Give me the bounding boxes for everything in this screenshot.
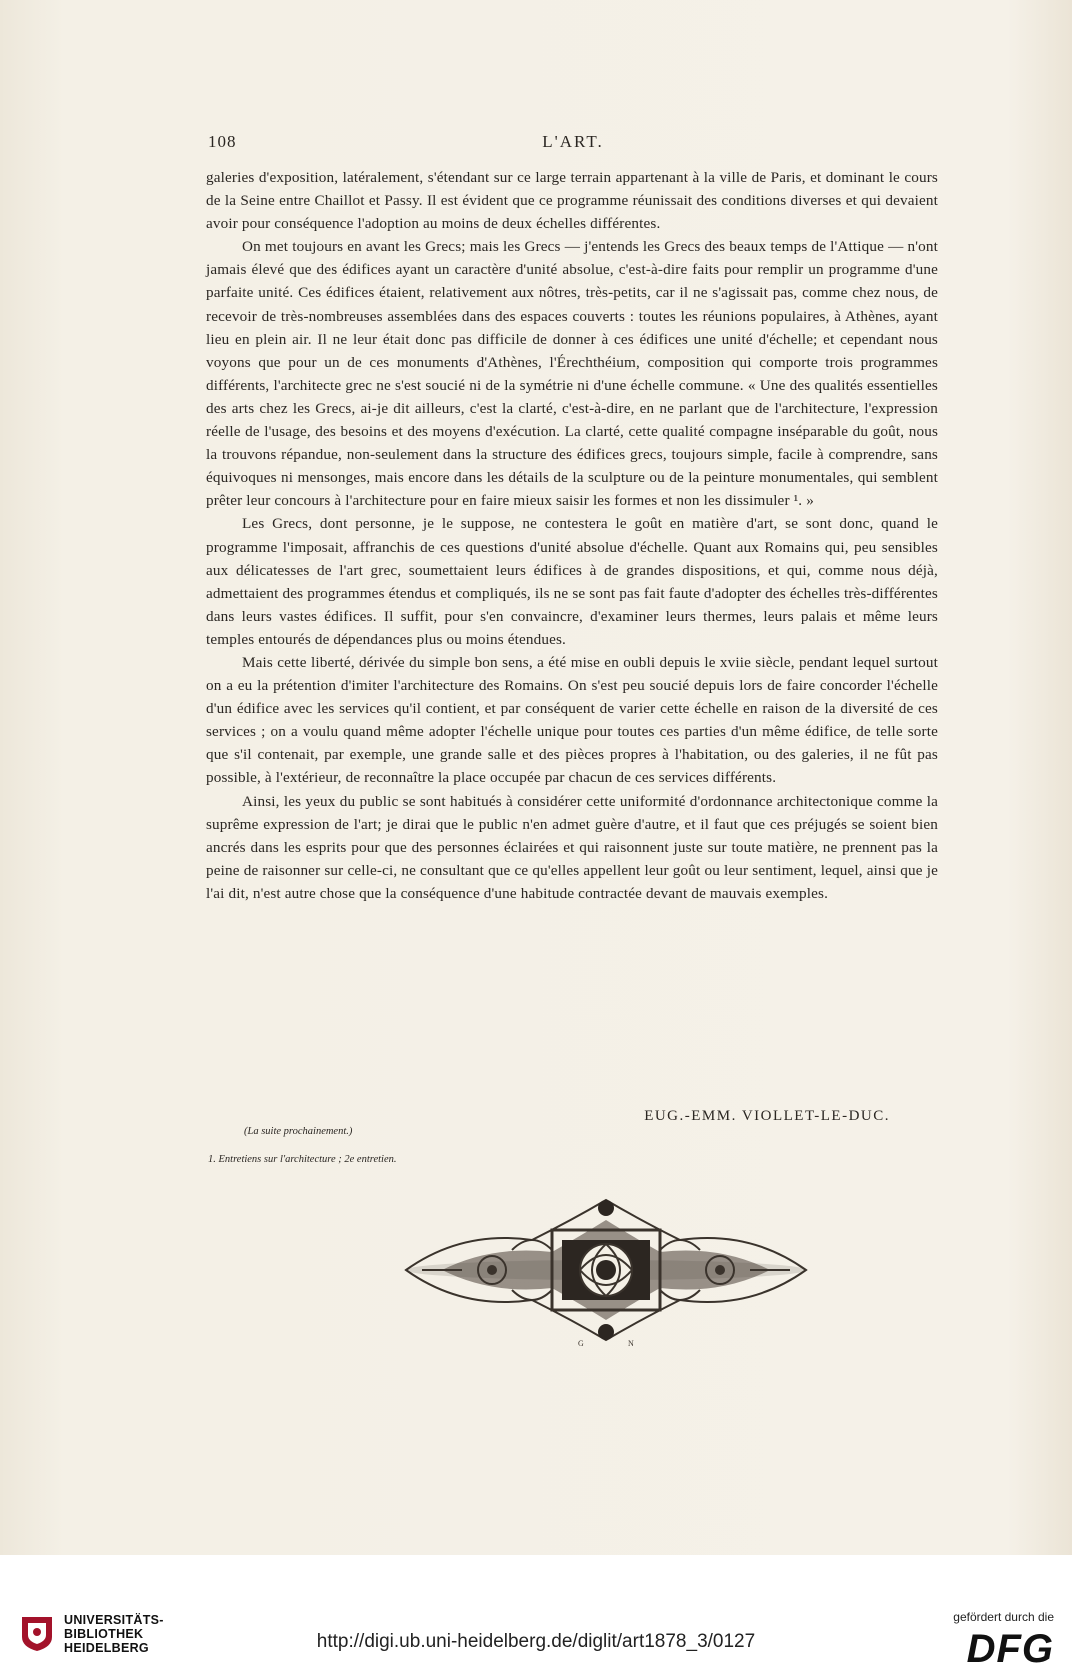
digitization-footer (0, 1555, 1072, 1679)
page-number: 108 (208, 132, 237, 151)
paragraph: Ainsi, les yeux du public se sont habitués à considérer cette uniformité d'ordonnance architectonique comme la suprême expression de l'art; je dirai que le public n'en admet guère d'autre, et il faut que ces préjugés se soient bien ancrés dans les esprits pour que des personnes éclairées et qui raisonnent juste sur toute matière, ne prennent pas la peine de raisonner sur celle-ci, ne consultant que ce qu'elles appellent leur goût ou leur sentiment, lequel, ainsi que je l'ai dit, n'est autre chose que la conséquence d'une habitude contractée devant de mauvais exemples. (206, 792, 938, 902)
ornament-initial-left: G (578, 1339, 584, 1348)
library-name: UNIVERSITÄTS- BIBLIOTHEK HEIDELBERG (64, 1613, 164, 1655)
running-title: L'ART. (542, 132, 604, 151)
ornament-initial-right: N (628, 1339, 634, 1348)
paragraph: On met toujours en avant les Grecs; mais les Grecs — j'entends les Grecs des beaux temps de l'Attique — n'ont jamais élevé que des édifices ayant un caractère d'unité absolue, c'est-à-dire faits pour remplir un programme d'une parfaite unité. Ces édifices étaient, relativement aux nôtres, très-petits, car il ne s'agissait pas, comme chez nous, de recevoir de très-nombreuses assemblées dans des espaces couverts : toutes les réunions populaires, à Athènes, ayant lieu en plein air. Il ne leur était donc pas difficile de donner à ces édifices une unité d'échelle; et cependant nous voyons que pour un de ces monuments d'Athènes, l'Érechthéium, composition qui comporte trois programmes différents, l'architecte grec ne s'est soucié ni de la symétrie ni d'une échelle commune. « Une des qualités essentielles des arts chez les Grecs, ai-je dit ailleurs, c'est la clarté, c'est-à-dire, en ne parlant que de l'architecture, l'expression réelle de l'usage, des besoins et des moyens d'exécution. La clarté, cette qualité compagne inséparable du goût, nous la trouvons répandue, non-seulement dans la structure des édifices grecs, toujours simple, facile à comprendre, sans équivoques ni mensonges, mais encore dans les détails de la sculpture ou de la peinture monumentales, qui semblent prêter leur concours à l'architecture pour en faire mieux saisir les formes et non les dissimuler ¹. » (206, 238, 938, 510)
dfg-logo: DFG (966, 1627, 1054, 1671)
decorative-ornament-icon (402, 1190, 810, 1350)
continuation-note: (La suite prochainement.) (244, 1126, 353, 1137)
footnote: 1. Entretiens sur l'architecture ; 2e entretien. (208, 1154, 397, 1165)
paragraph: Les Grecs, dont personne, je le suppose, ne contestera le goût en matière d'art, se sont donc, quand le programme l'imposait, affranchis de ces questions d'unité absolue d'échelle. Quant aux Romains qui, peu sensibles aux délicatesses de l'art grec, soumettaient leurs édifices à de grandes dispositions, et qui, comme nous déjà, admettaient des programmes étendus et compliqués, ils ne se sont pas fait faute d'adopter des échelles très-différentes dans leurs vastes édifices. Il suffit, pour s'en convaincre, d'examiner leurs thermes, leurs palais et même leurs temples entourés de dépendances plus ou moins étendues. (206, 515, 938, 648)
paragraph: Mais cette liberté, dérivée du simple bon sens, a été mise en oubli depuis le xviie siècle, pendant lequel surtout on a eu la prétention d'imiter l'architecture des Romains. On s'est peu soucié depuis lors de faire concorder l'échelle d'un édifice avec les services qu'il contient, et par conséquent de varier cette échelle en raison de la diversité de ces services ; on a voulu quand même adopter l'échelle unique pour toutes ces parties d'un même édifice, de telle sorte que s'il contenait, par exemple, une grande salle et des pièces propres à l'habitation, ou des galeries, il ne fût pas possible, à l'extérieur, de reconnaître la place occupée par chacun de ces services différents. (206, 653, 938, 787)
page-header (208, 132, 938, 156)
author-signature: EUG.-EMM. VIOLLET-LE-DUC. (644, 1108, 890, 1124)
funding-note: gefördert durch die (953, 1610, 1054, 1624)
paragraph: galeries d'exposition, latéralement, s'étendant sur ce large terrain appartenant à la ville de Paris, et dominant le cours de la Seine entre Chaillot et Passy. Il est évident que ce programme réunissait des conditions diverses et qui devaient avoir pour conséquence l'adoption au moins de deux échelles différentes. (206, 169, 938, 233)
permalink-url[interactable]: http://digi.ub.uni-heidelberg.de/diglit/art1878_3/0127 (316, 1631, 756, 1652)
article-body (206, 166, 938, 905)
